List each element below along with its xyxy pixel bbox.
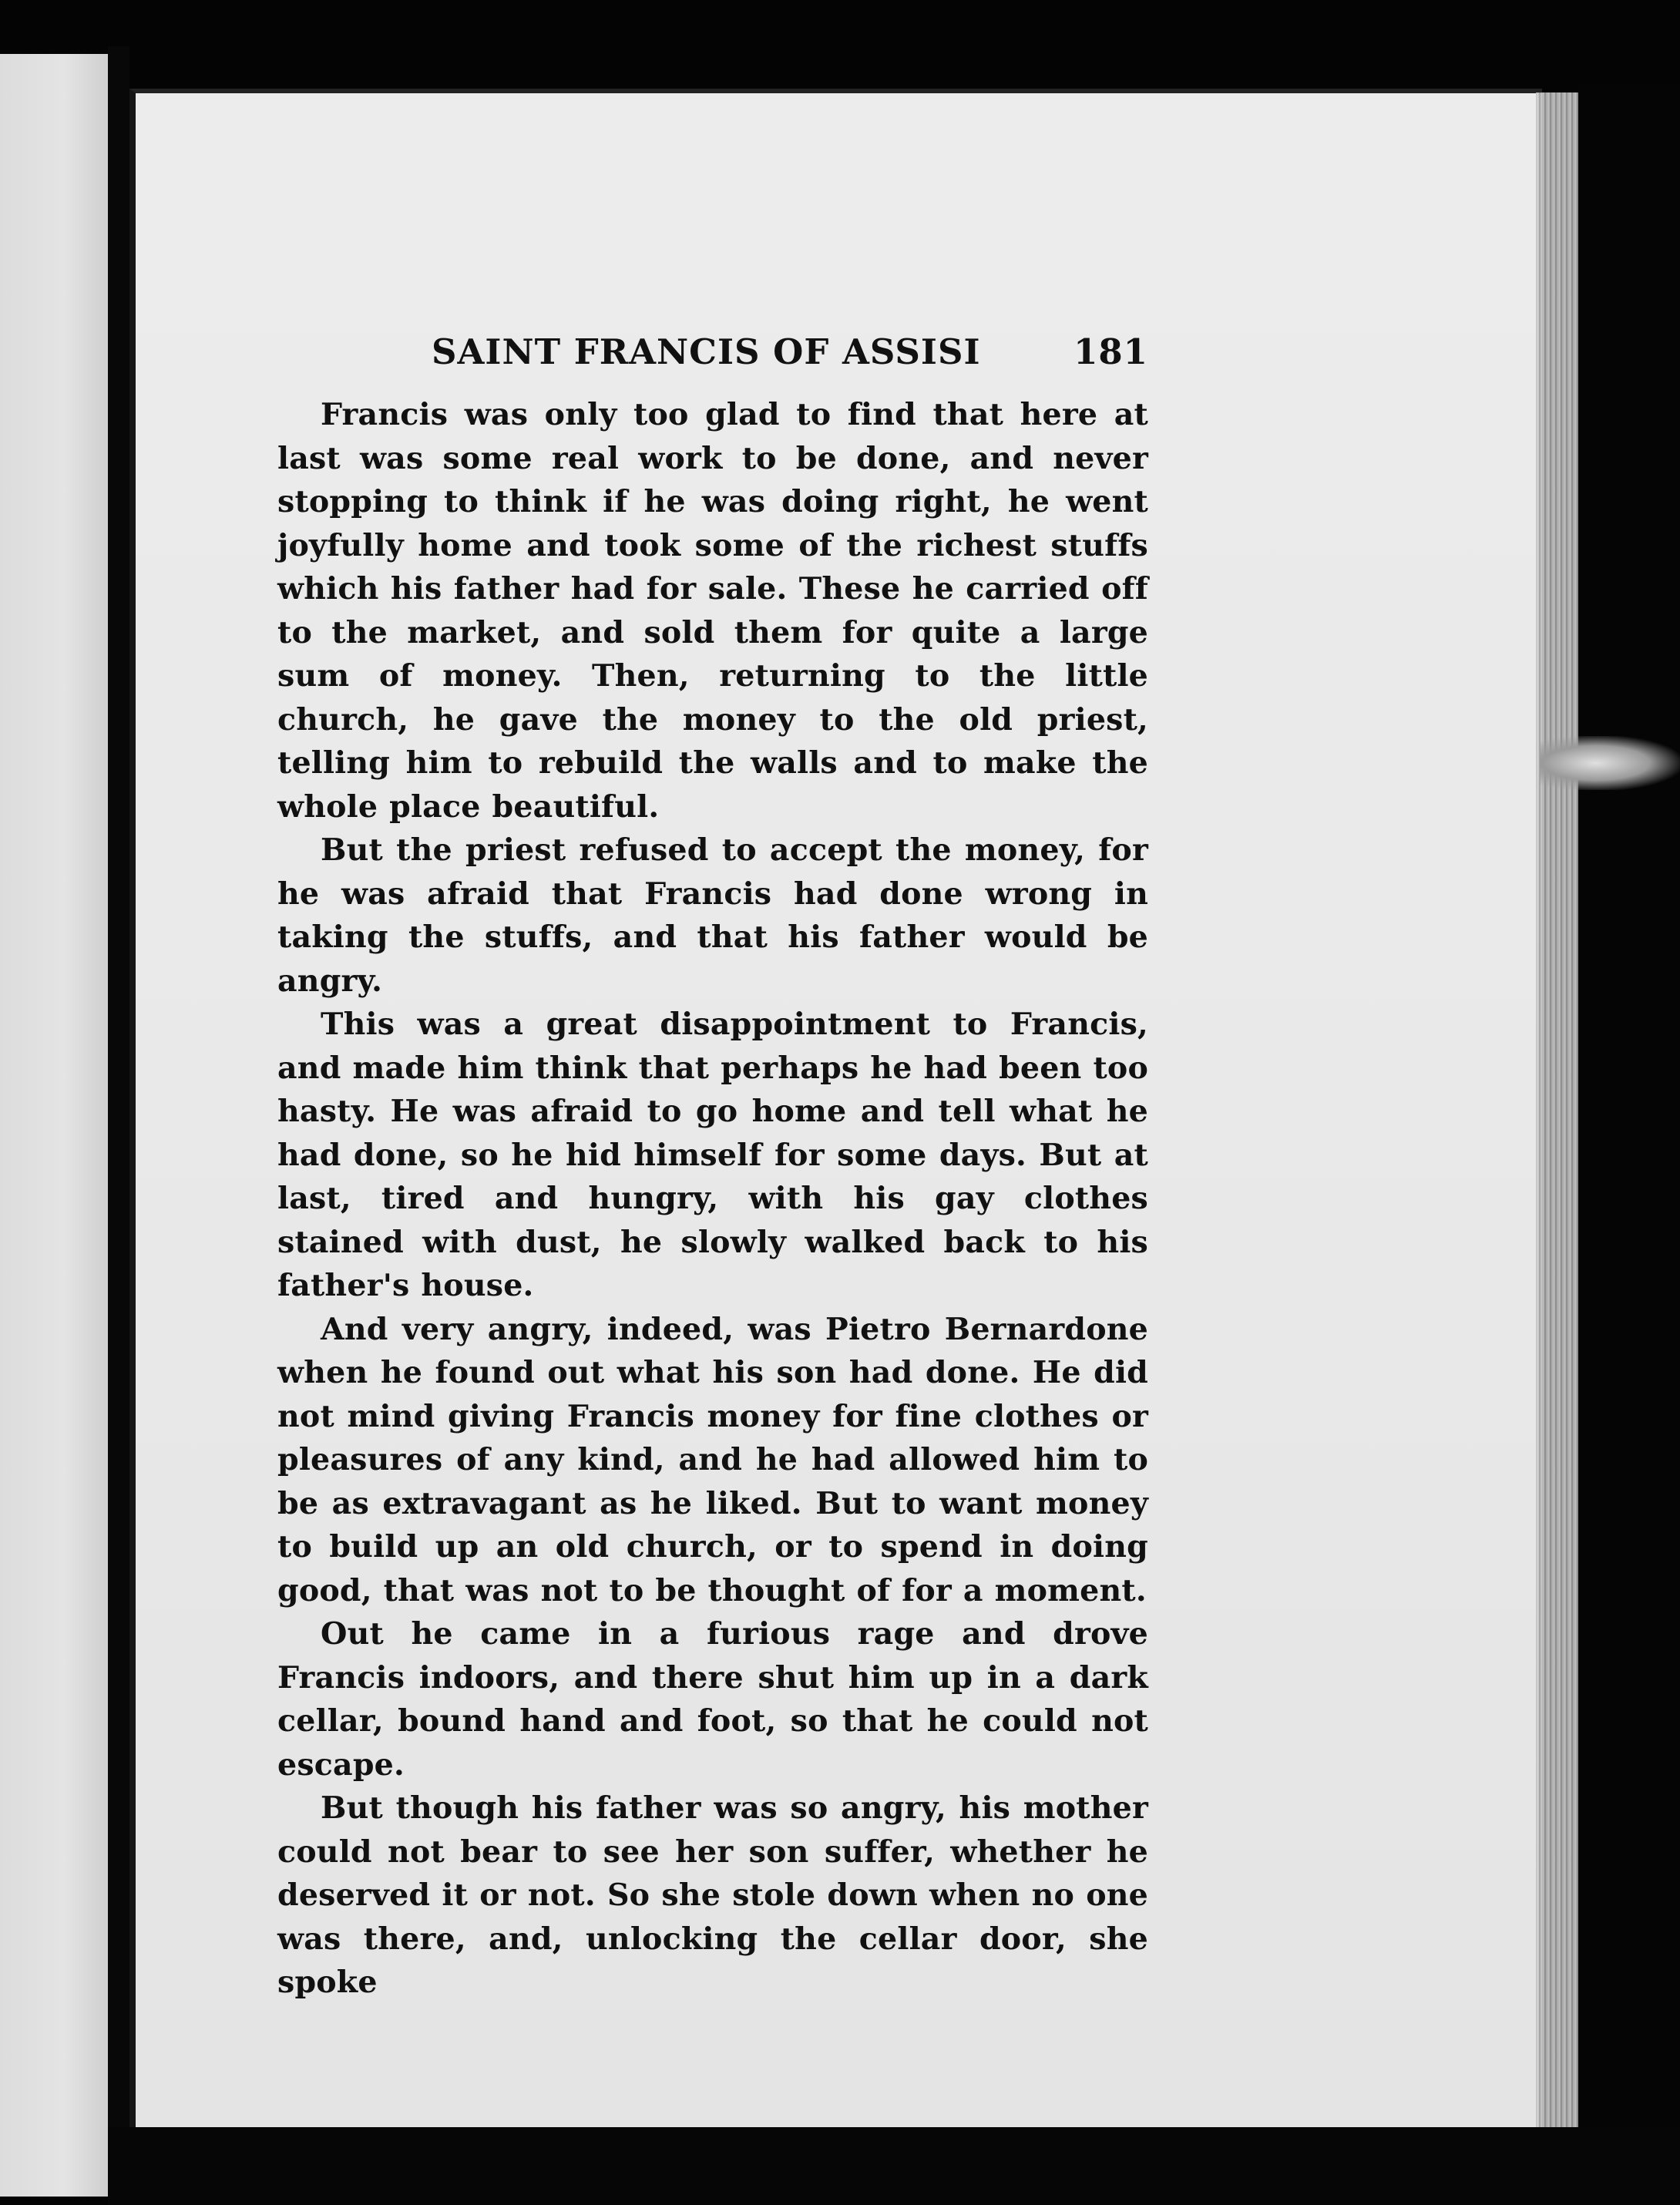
background-bottom <box>108 2127 1680 2205</box>
previous-page-edge <box>0 54 108 2197</box>
page-number: 181 <box>1074 331 1148 372</box>
scan-smudge <box>1540 736 1680 790</box>
running-head-title: SAINT FRANCIS OF ASSISI <box>432 331 981 372</box>
running-head <box>277 331 1148 393</box>
page-edges <box>1536 92 1578 2135</box>
paragraph-4: And very angry, indeed, was Pietro Bernardone when he found out what his son had done. He did not mind giving Francis money for fine clothes or pleasures of any kind, and he had allowed him to be as extravagant as he liked. But to want money to build up an old church, or to spend in doing good, that was not to be thought of for a moment. <box>277 1311 1148 1608</box>
paragraph-1: Francis was only too glad to find that here at last was some real work to be done, and never stopping to think if he was doing right, he went joyfully home and took some of the richest stuffs which his father had for sale. These he carried off to the market, and sold them for quite a large sum of money. Then, returning to the little church, he gave the money to the old priest, telling him to rebuild the walls and to make the whole place beautiful. <box>277 397 1148 825</box>
paragraph-6: But though his father was so angry, his mother could not bear to see her son suffer, whether he deserved it or not. So she stole down when no one was there, and, unlocking the cellar door, she spoke <box>277 1790 1148 2000</box>
paragraph-2: But the priest refused to accept the money, for he was afraid that Francis had done wrong in taking the stuffs, and that his father would be angry. <box>277 832 1148 999</box>
paragraph-5: Out he came in a furious rage and drove Francis indoors, and there shut him up in a dark cellar, bound hand and foot, so that he could not escape. <box>277 1616 1148 1783</box>
background-right <box>1578 85 1680 2205</box>
page-text <box>277 331 1148 2005</box>
paragraph-3: This was a great disappointment to Francis, and made him think that perhaps he had been too hasty. He was afraid to go home and tell what he had done, so he hid himself for some days. But at last, tired and hungry, with his gay clothes stained with dust, he slowly walked back to his father's house. <box>277 1007 1148 1303</box>
book-gutter <box>108 46 129 2205</box>
